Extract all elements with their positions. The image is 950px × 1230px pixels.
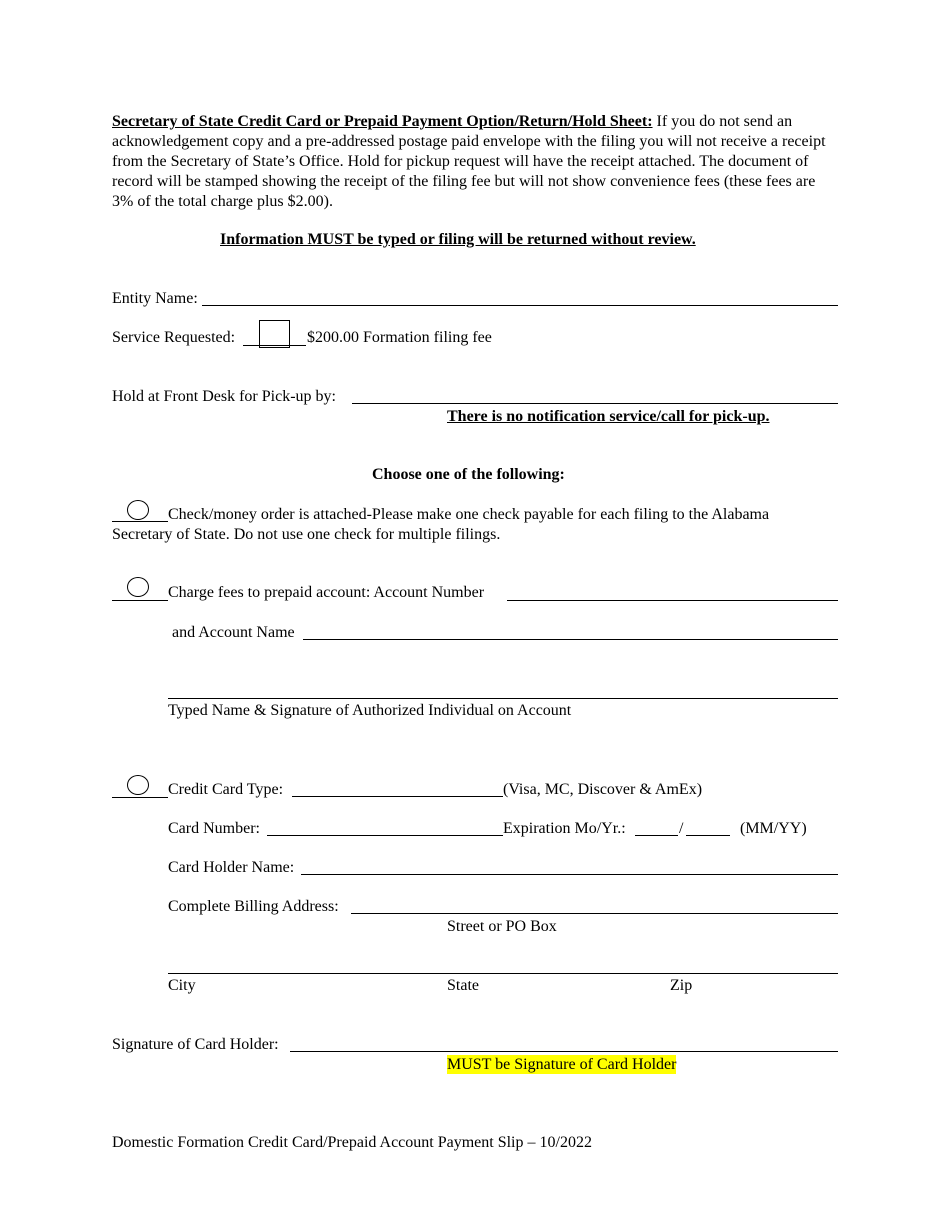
- authorized-signature-caption: Typed Name & Signature of Authorized Individual on Account: [168, 702, 572, 719]
- service-requested-label: Service Requested:: [112, 329, 236, 346]
- card-holder-signature-label: Signature of Card Holder:: [112, 1036, 279, 1053]
- billing-street-field[interactable]: [351, 913, 838, 914]
- expiration-month-field[interactable]: [635, 835, 678, 836]
- hold-pickup-field[interactable]: [352, 403, 838, 404]
- intro-text: If you do not send an acknowledgement copy and a pre-addressed postage paid envelope with the filing you will not receive a receipt from the Secretary of State’s Office. Hold for pickup request will have the receipt attached. The document of record will be stamped showing the receipt of the filing fee but will not show convenience fees (these fees are 3% of the total charge plus $2.00).: [112, 113, 826, 210]
- intro-heading: Secretary of State Credit Card or Prepaid Payment Option/Return/Hold Sheet:: [112, 113, 653, 130]
- entity-name-label: Entity Name:: [112, 290, 198, 307]
- form-footer: Domestic Formation Credit Card/Prepaid Account Payment Slip – 10/2022: [112, 1134, 592, 1151]
- expiration-separator: /: [679, 820, 684, 837]
- account-name-label: and Account Name: [172, 624, 295, 641]
- service-checkbox[interactable]: [259, 320, 290, 348]
- check-option-underline: [112, 521, 168, 522]
- state-caption: State: [447, 977, 479, 994]
- city-caption: City: [168, 977, 196, 994]
- entity-name-field[interactable]: [202, 305, 838, 306]
- zip-caption: Zip: [670, 977, 693, 994]
- expiration-label: Expiration Mo/Yr.:: [503, 820, 626, 837]
- check-option-line1: Check/money order is attached-Please make one check payable for each filing to the Alabama: [168, 506, 770, 523]
- authorized-signature-field[interactable]: [168, 698, 838, 699]
- check-option-radio[interactable]: [127, 500, 149, 520]
- credit-option-underline: [112, 797, 168, 798]
- card-type-label: Credit Card Type:: [168, 781, 284, 798]
- account-number-field[interactable]: [507, 600, 838, 601]
- street-caption: Street or PO Box: [447, 918, 557, 935]
- choose-heading: Choose one of the following:: [372, 466, 565, 483]
- card-number-label: Card Number:: [168, 820, 260, 837]
- prepaid-option-radio[interactable]: [127, 577, 149, 597]
- typed-notice: Information MUST be typed or filing will be returned without review.: [220, 231, 696, 248]
- card-holder-name-label: Card Holder Name:: [168, 859, 295, 876]
- hold-notice: There is no notification service/call for pick-up.: [447, 408, 770, 425]
- card-holder-name-field[interactable]: [301, 874, 838, 875]
- account-number-label: Charge fees to prepaid account: Account Number: [168, 584, 485, 601]
- prepaid-option-underline: [112, 600, 168, 601]
- hold-label: Hold at Front Desk for Pick-up by:: [112, 388, 336, 405]
- check-option-line2: Secretary of State. Do not use one check for multiple filings.: [112, 526, 501, 543]
- expiration-hint: (MM/YY): [740, 820, 807, 837]
- signature-note: MUST be Signature of Card Holder: [447, 1056, 677, 1073]
- service-fee-text: $200.00 Formation filing fee: [307, 329, 492, 346]
- card-number-field[interactable]: [267, 835, 503, 836]
- expiration-year-field[interactable]: [686, 835, 730, 836]
- account-name-field[interactable]: [303, 639, 838, 640]
- card-type-field[interactable]: [292, 796, 503, 797]
- billing-address-label: Complete Billing Address:: [168, 898, 339, 915]
- intro-paragraph: [112, 112, 838, 212]
- card-holder-signature-field[interactable]: [290, 1051, 838, 1052]
- card-type-hint: (Visa, MC, Discover & AmEx): [503, 781, 703, 798]
- credit-option-radio[interactable]: [127, 775, 149, 795]
- billing-city-state-zip-field[interactable]: [168, 973, 838, 974]
